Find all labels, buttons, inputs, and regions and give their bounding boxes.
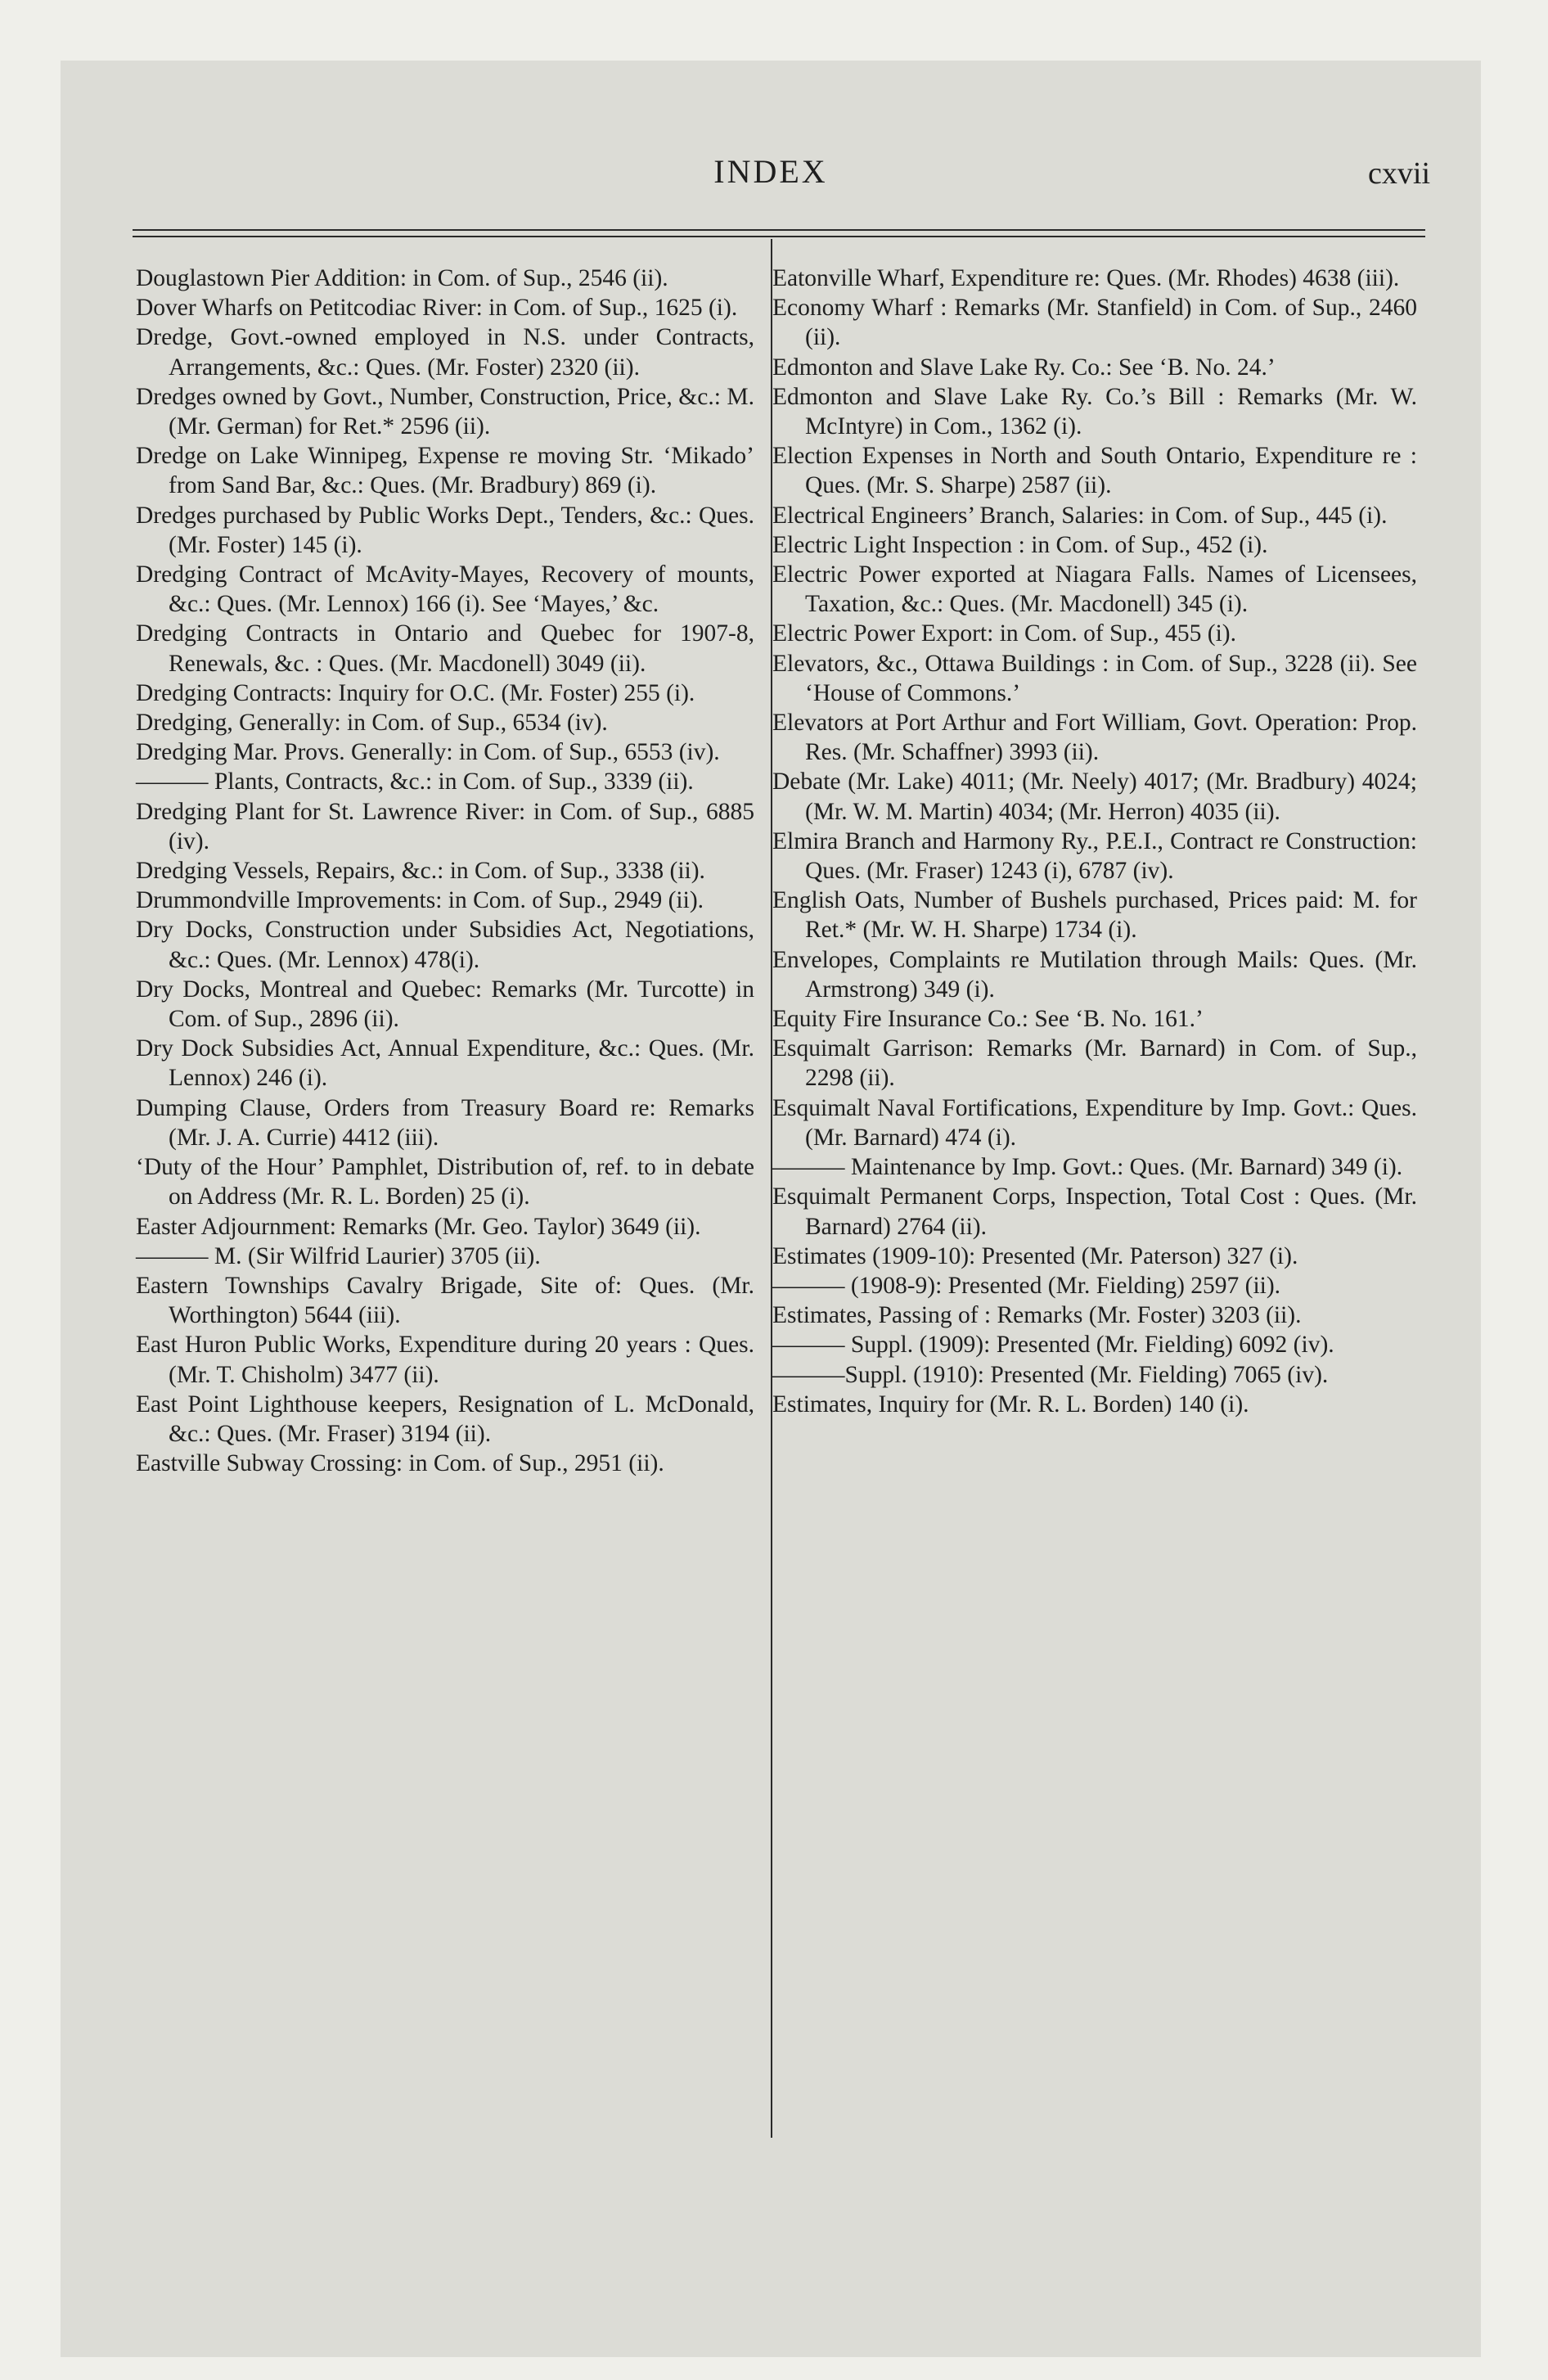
index-entry: ——— (1908-9): Presented (Mr. Fielding) 2597 (ii).	[772, 1272, 1281, 1299]
index-entry: Edmonton and Slave Lake Ry. Co.’s Bill : Remarks (Mr. W. McIntyre) in Com., 1362 (i).	[772, 383, 1417, 440]
index-entry: ‘Duty of the Hour’ Pamphlet, Distribution of, ref. to in debate on Address (Mr. R. L. Borden) 25 (i).	[136, 1154, 754, 1210]
index-entry: Dry Docks, Montreal and Quebec: Remarks (Mr. Turcotte) in Com. of Sup., 2896 (ii).	[136, 976, 754, 1033]
index-entry: Estimates, Passing of : Remarks (Mr. Foster) 3203 (ii).	[772, 1302, 1302, 1329]
index-entry: English Oats, Number of Bushels purchased, Prices paid: M. for Ret.* (Mr. W. H. Sharpe) 1734 (i).	[772, 887, 1417, 944]
index-entry: ——— Suppl. (1909): Presented (Mr. Fielding) 6092 (iv).	[772, 1332, 1334, 1359]
index-entry: Drummondville Improvements: in Com. of Sup., 2949 (ii).	[136, 887, 704, 914]
index-entry: Electrical Engineers’ Branch, Salaries: in Com. of Sup., 445 (i).	[772, 502, 1388, 529]
index-entry: Elevators, &c., Ottawa Buildings : in Com. of Sup., 3228 (ii). See ‘House of Commons.’	[772, 650, 1417, 706]
header-rule-top	[133, 229, 1425, 231]
index-entry: Esquimalt Permanent Corps, Inspection, Total Cost : Ques. (Mr. Barnard) 2764 (ii).	[772, 1183, 1417, 1240]
index-entry: Dumping Clause, Orders from Treasury Board re: Remarks (Mr. J. A. Currie) 4412 (iii).	[136, 1094, 754, 1151]
index-entry: ——— M. (Sir Wilfrid Laurier) 3705 (ii).	[136, 1242, 541, 1269]
index-entry: East Point Lighthouse keepers, Resignation of L. McDonald, &c.: Ques. (Mr. Fraser) 3194 (ii).	[136, 1391, 754, 1447]
index-column-right	[772, 264, 1417, 1419]
index-entry: ———Suppl. (1910): Presented (Mr. Fielding) 7065 (iv).	[772, 1361, 1329, 1388]
index-entry: Eatonville Wharf, Expenditure re: Ques. (Mr. Rhodes) 4638 (iii).	[772, 265, 1400, 291]
index-entry: Dredge on Lake Winnipeg, Expense re moving Str. ‘Mikado’ from Sand Bar, &c.: Ques. (Mr. Bradbury) 869 (i).	[136, 443, 754, 499]
index-entry: Dry Docks, Construction under Subsidies Act, Negotiations, &c.: Ques. (Mr. Lennox) 478(i).	[136, 917, 754, 973]
page-header	[61, 152, 1481, 193]
index-entry: Economy Wharf : Remarks (Mr. Stanfield) in Com. of Sup., 2460 (ii).	[772, 295, 1417, 351]
index-entry: Envelopes, Complaints re Mutilation through Mails: Ques. (Mr. Armstrong) 349 (i).	[772, 946, 1417, 1003]
index-entry: Dover Wharfs on Petitcodiac River: in Com. of Sup., 1625 (i).	[136, 295, 738, 322]
index-entry: Dredging Vessels, Repairs, &c.: in Com. of Sup., 3338 (ii).	[136, 858, 705, 885]
index-entry: Eastern Townships Cavalry Brigade, Site of: Ques. (Mr. Worthington) 5644 (iii).	[136, 1272, 754, 1329]
header-rule-bottom	[133, 236, 1425, 237]
index-entry: Dredging, Generally: in Com. of Sup., 6534 (iv).	[136, 710, 608, 737]
index-entry: Dredging Contracts in Ontario and Quebec for 1907-8, Renewals, &c. : Ques. (Mr. Macdonell) 3049 (ii).	[136, 620, 754, 677]
page-title: INDEX	[713, 153, 828, 190]
index-entry: Estimates, Inquiry for (Mr. R. L. Borden) 140 (i).	[772, 1391, 1249, 1418]
index-entry: Electric Power Export: in Com. of Sup., 455 (i).	[772, 620, 1236, 647]
index-entry: Dredge, Govt.-owned employed in N.S. under Contracts, Arrangements, &c.: Ques. (Mr. Foster) 2320 (ii).	[136, 324, 754, 381]
index-entry: Dredging Mar. Provs. Generally: in Com. of Sup., 6553 (iv).	[136, 739, 720, 766]
index-entry: Debate (Mr. Lake) 4011; (Mr. Neely) 4017; (Mr. Bradbury) 4024; (Mr. W. M. Martin) 4034; (Mr. Herron) 4035 (ii).	[772, 769, 1417, 825]
index-entry: ——— Maintenance by Imp. Govt.: Ques. (Mr. Barnard) 349 (i).	[772, 1154, 1403, 1181]
index-entry: Elevators at Port Arthur and Fort William, Govt. Operation: Prop. Res. (Mr. Schaffner) 3993 (ii).	[772, 710, 1417, 766]
index-entry: Dredges owned by Govt., Number, Construction, Price, &c.: M. (Mr. German) for Ret.* 2596 (ii).	[136, 383, 754, 440]
index-entry: Edmonton and Slave Lake Ry. Co.: See ‘B. No. 24.’	[772, 354, 1276, 381]
index-entry: Equity Fire Insurance Co.: See ‘B. No. 161.’	[772, 1006, 1204, 1033]
index-entry: Dredging Contract of McAvity-Mayes, Recovery of mounts, &c.: Ques. (Mr. Lennox) 166 (i). See ‘Mayes,’ &c.	[136, 561, 754, 618]
index-entry: Esquimalt Naval Fortifications, Expenditure by Imp. Govt.: Ques. (Mr. Barnard) 474 (i).	[772, 1094, 1417, 1151]
index-entry: Dredging Plant for St. Lawrence River: in Com. of Sup., 6885 (iv).	[136, 798, 754, 854]
index-entry: Dredges purchased by Public Works Dept., Tenders, &c.: Ques. (Mr. Foster) 145 (i).	[136, 502, 754, 558]
index-entry: Easter Adjournment: Remarks (Mr. Geo. Taylor) 3649 (ii).	[136, 1213, 701, 1240]
index-page	[61, 61, 1481, 2357]
index-entry: Douglastown Pier Addition: in Com. of Sup., 2546 (ii).	[136, 265, 668, 291]
index-entry: ——— Plants, Contracts, &c.: in Com. of Sup., 3339 (ii).	[136, 769, 694, 796]
index-entry: Eastville Subway Crossing: in Com. of Sup., 2951 (ii).	[136, 1450, 664, 1477]
page-number: cxvii	[1368, 156, 1430, 191]
index-entry: East Huron Public Works, Expenditure during 20 years : Ques. (Mr. T. Chisholm) 3477 (ii).	[136, 1332, 754, 1388]
index-entry: Dredging Contracts: Inquiry for O.C. (Mr. Foster) 255 (i).	[136, 679, 695, 706]
index-entry: Elmira Branch and Harmony Ry., P.E.I., Contract re Construction: Ques. (Mr. Fraser) 1243 (i), 6787 (iv).	[772, 827, 1417, 885]
index-entry: Electric Light Inspection : in Com. of Sup., 452 (i).	[772, 531, 1268, 558]
index-entry: Election Expenses in North and South Ontario, Expenditure re : Ques. (Mr. S. Sharpe) 2587 (ii).	[772, 443, 1417, 499]
index-entry: Electric Power exported at Niagara Falls. Names of Licensees, Taxation, &c.: Ques. (Mr. Macdonell) 345 (i).	[772, 561, 1417, 618]
index-entry: Esquimalt Garrison: Remarks (Mr. Barnard) in Com. of Sup., 2298 (ii).	[772, 1035, 1417, 1092]
index-column-left	[136, 264, 754, 1478]
index-entry: Estimates (1909-10): Presented (Mr. Paterson) 327 (i).	[772, 1242, 1298, 1269]
index-entry: Dry Dock Subsidies Act, Annual Expenditure, &c.: Ques. (Mr. Lennox) 246 (i).	[136, 1035, 754, 1092]
